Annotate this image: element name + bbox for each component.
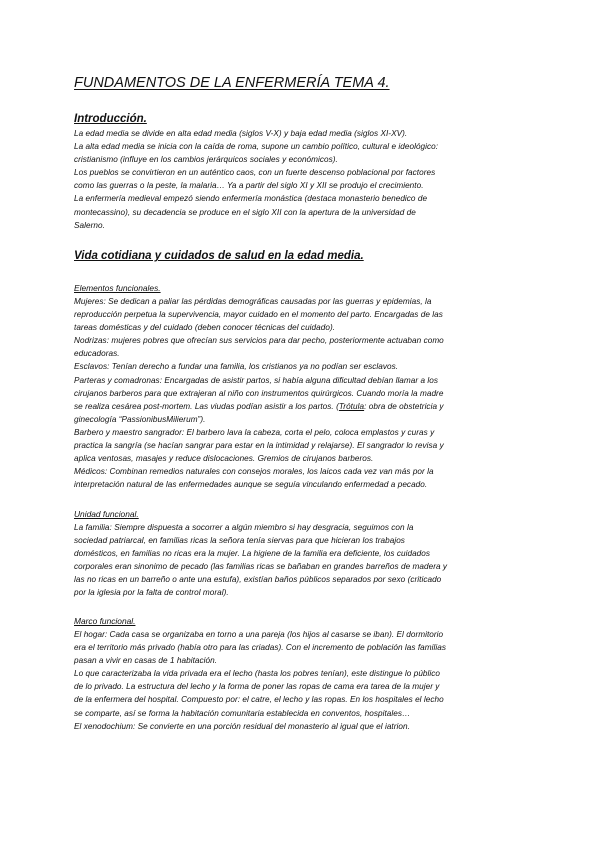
intro-line: cristianismo (influye en los cambios jerárquicos sociales y económicos).: [74, 155, 338, 165]
document-title: FUNDAMENTOS DE LA ENFERMERÍA TEMA 4.: [74, 75, 390, 91]
elementos-line: Mujeres: Se dedican a paliar las pérdidas demográficas causadas por las guerras y epidemias, la: [74, 297, 432, 306]
unidad-line: La familia: Siempre dispuesta a socorrer a algún miembro si hay desgracia, seguimos con la: [74, 523, 414, 532]
elementos-line: cirujanos barberos para que extrajeran al niño con instrumentos quirúrgicos. Cuando moría la madre: [74, 388, 444, 398]
marco-line: de lo privado. La estructura del lecho y la forma de poner las ropas de cama era tarea de la mujer y: [74, 682, 440, 692]
elementos-line: Esclavos: Tenían derecho a fundar una familia, los cristianos ya no podían ser esclavos.: [74, 362, 399, 372]
elementos-line: tareas domésticas y del cuidado (deben conocer técnicas del cuidado).: [74, 323, 336, 333]
trotula-pre: se realiza cesárea post-mortem. Las viudas podían asistir a los partos. (: [74, 401, 339, 411]
intro-line: La enfermería medieval empezó siendo enfermería monástica (destaca monasterio benedico de: [74, 194, 428, 204]
marco-line: de la enfermera del hospital. Compuesto por: el catre, el lecho y las ropas. En los hospitales el lecho: [74, 695, 444, 705]
intro-line: como las guerras o la peste, la malaria… Ya a partir del siglo XI y XII se produjo el crecimiento.: [74, 181, 424, 191]
elementos-line: ginecología “PassionibusMilierum”).: [74, 414, 206, 424]
unidad-line: domésticos, en familias no ricas era la mujer. La higiene de la familia era deficiente, los cuidados: [74, 549, 431, 559]
elementos-line: Médicos: Combinan remedios naturales con consejos morales, los laicos cada vez van más por la: [74, 467, 434, 477]
unidad-line: corporales eran sinonimo de pecado (las familias ricas se bañaban en grandes barreños de madera y: [74, 562, 448, 572]
marco-heading: Marco funcional.: [74, 616, 136, 626]
marco-line: pasan a vivir en casas de 1 habitación.: [74, 656, 218, 666]
intro-line: Los pueblos se convirtieron en un auténtico caos, con un fuerte descenso poblacional por factores: [74, 168, 436, 178]
elementos-line: practica la sangría (se hacían sangrar para estar en la intimidad y relajarse). El sangrador lo revisa y: [74, 441, 444, 451]
intro-section: [74, 113, 526, 232]
elementos-line: aplica ventosas, masajes y reduce dislocaciones. Gremios de cirujanos barberos.: [74, 454, 374, 464]
elementos-heading: Elementos funcionales.: [74, 283, 161, 293]
unidad-line: las no ricas en un barreño o ante una estufa), existían baños públicos separados por sexo (criticado: [74, 575, 442, 585]
elementos-line: educadoras.: [74, 349, 120, 359]
elementos-line: interpretación natural de las enfermedades aunque se seguía vinculando enfermedad a pecado.: [74, 480, 428, 490]
trotula-word: Trótula: [338, 401, 365, 411]
elementos-line: Nodrizas: mujeres pobres que ofrecían sus servicios para dar pecho, posteriormente actuaban como: [74, 336, 444, 346]
intro-line: La edad media se divide en alta edad media (siglos V-X) y baja edad media (siglos XI-XV).: [74, 129, 408, 138]
intro-heading: Introducción.: [74, 113, 147, 125]
marco-section: [74, 615, 526, 733]
vida-cotidiana-section: [74, 250, 526, 264]
unidad-heading: Unidad funcional.: [74, 509, 139, 519]
vida-cotidiana-heading: Vida cotidiana y cuidados de salud en la edad media.: [74, 250, 364, 262]
intro-line: montecassino), su decadencia se produce en el siglo XII con la apertura de la universidad de: [74, 207, 416, 217]
marco-line: El hogar: Cada casa se organizaba en torno a una pareja (los hijos al casarse se iban). El dormitorio: [74, 630, 444, 639]
intro-line: La alta edad media se inicia con la caída de roma, supone un cambio político, cultural e ideológico:: [74, 142, 439, 152]
marco-line: Lo que caracterizaba la vida privada era el lecho (hasta los pobres tenían), este distingue lo público: [74, 669, 441, 679]
trotula-line: [74, 400, 526, 413]
unidad-section: [74, 508, 526, 600]
elementos-line: reproducción perpetua la supervivencia, mayor cuidado en el momento del parto. Encargadas de las: [74, 310, 443, 320]
elementos-line: Parteras y comadronas: Encargadas de asistir partos, si había alguna dificultad debían llamar a los: [74, 375, 439, 385]
marco-line: El xenodochium: Se convierte en una porción residual del monasterio al igual que el iatrion.: [74, 721, 410, 731]
unidad-line: sociedad patriarcal, en familias ricas la señora tenía siervas para que hicieran los trabajos: [74, 536, 405, 546]
marco-line: se comparte, así se forma la habitación comunitaria establecida en conventos, hospitales…: [74, 708, 411, 718]
marco-line: era el territorio más privado (había otro para las criadas). Con el incremento de población las familias: [74, 643, 446, 653]
trotula-post: : obra de obstetricia y: [364, 401, 444, 411]
elementos-line: Barbero y maestro sangrador: El barbero lava la cabeza, corta el pelo, coloca emplastos y curas y: [74, 427, 435, 437]
intro-line: Salerno.: [74, 220, 105, 230]
unidad-line: por la iglesia por la falta de control moral).: [74, 588, 229, 598]
elementos-section: [74, 282, 526, 491]
